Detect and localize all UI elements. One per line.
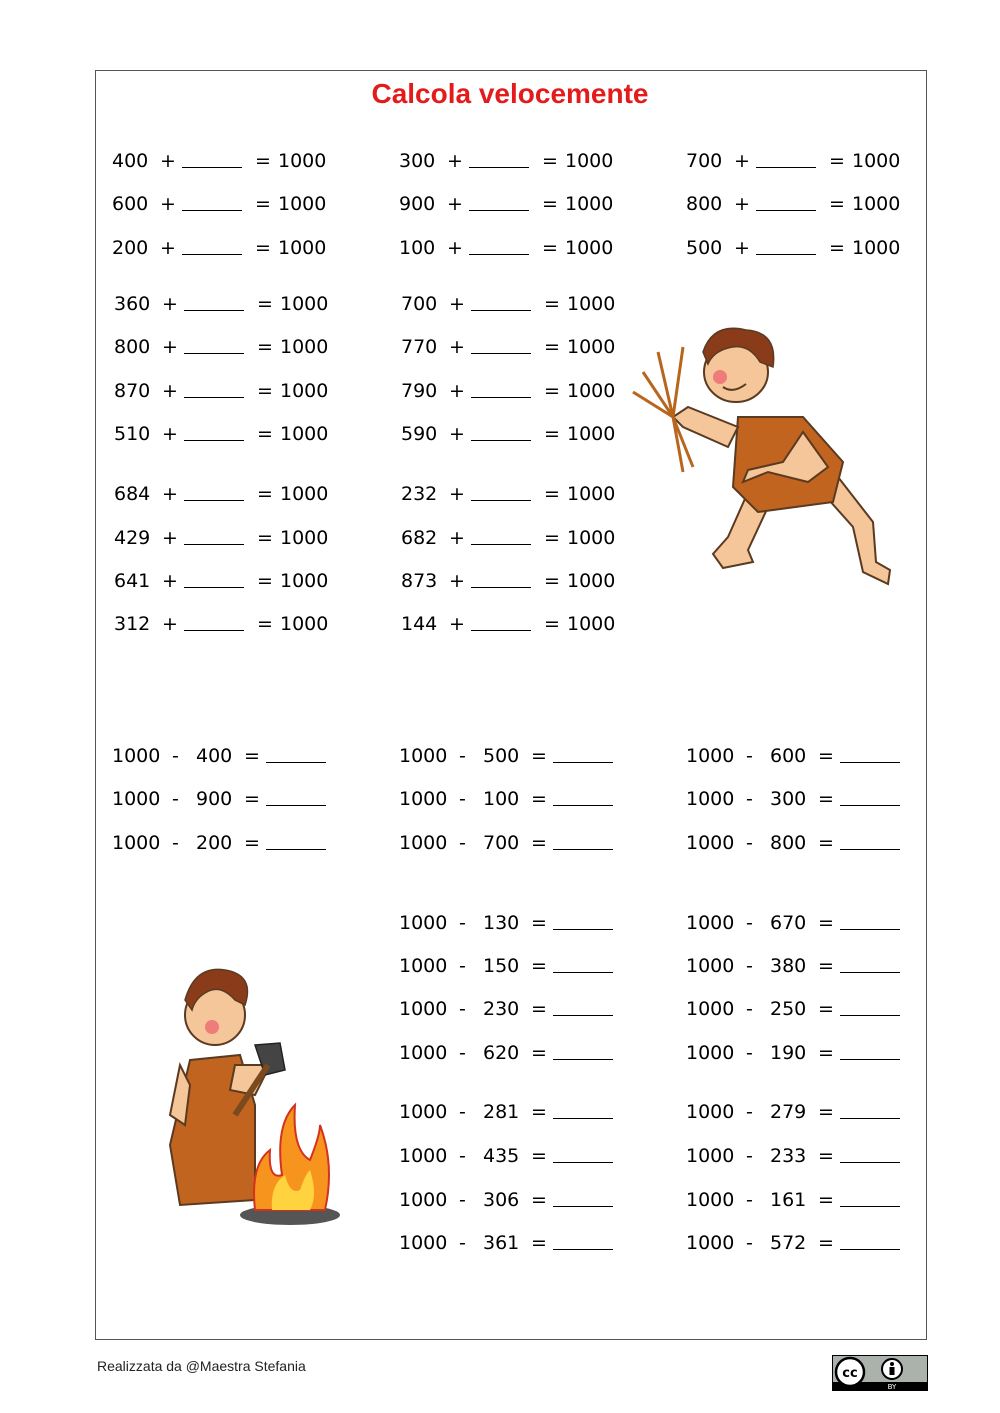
plus-sign: + — [449, 570, 465, 592]
minus-sign: - — [459, 998, 466, 1020]
subtrahend: 233 — [770, 1145, 807, 1167]
subtrahend: 620 — [483, 1042, 520, 1064]
addend: 600 — [112, 193, 149, 215]
addend: 360 — [114, 293, 151, 315]
answer-blank[interactable] — [840, 1232, 900, 1250]
answer-blank[interactable] — [471, 527, 531, 545]
answer-blank[interactable] — [553, 1189, 613, 1207]
minuend: 1000 — [399, 1101, 448, 1123]
cc-license-badge — [832, 1355, 928, 1391]
answer-blank[interactable] — [553, 1042, 613, 1060]
equals-sign: = — [818, 832, 834, 854]
minus-sign: - — [746, 912, 753, 934]
addend: 800 — [686, 193, 723, 215]
equals-sign: = — [531, 745, 547, 767]
equals-sign: = — [244, 788, 260, 810]
answer-blank[interactable] — [840, 1145, 900, 1163]
minuend: 1000 — [112, 788, 161, 810]
answer-blank[interactable] — [553, 1101, 613, 1119]
equals-sign: = — [257, 336, 273, 358]
by-text: BY — [887, 1383, 897, 1391]
plus-sign: + — [162, 527, 178, 549]
minuend: 1000 — [399, 955, 448, 977]
sum-total: 1000 — [567, 380, 616, 402]
equals-sign: = — [818, 1145, 834, 1167]
minuend: 1000 — [399, 832, 448, 854]
equals-sign: = — [544, 380, 560, 402]
sum-total: 1000 — [278, 237, 327, 259]
equals-sign: = — [257, 613, 273, 635]
sum-total: 1000 — [278, 150, 327, 172]
equals-sign: = — [818, 788, 834, 810]
equals-sign: = — [531, 998, 547, 1020]
equals-sign: = — [531, 1189, 547, 1211]
equals-sign: = — [531, 1042, 547, 1064]
plus-sign: + — [449, 380, 465, 402]
minuend: 1000 — [399, 1232, 448, 1254]
sum-total: 1000 — [567, 570, 616, 592]
plus-sign: + — [449, 336, 465, 358]
plus-sign: + — [162, 336, 178, 358]
equals-sign: = — [544, 613, 560, 635]
minuend: 1000 — [686, 832, 735, 854]
cc-text: cc — [842, 1366, 858, 1381]
minus-sign: - — [459, 1232, 466, 1254]
minuend: 1000 — [399, 788, 448, 810]
equals-sign: = — [829, 193, 845, 215]
minus-sign: - — [746, 745, 753, 767]
subtrahend: 250 — [770, 998, 807, 1020]
minuend: 1000 — [112, 745, 161, 767]
minus-sign: - — [746, 998, 753, 1020]
sum-total: 1000 — [567, 423, 616, 445]
subtrahend: 200 — [196, 832, 233, 854]
equals-sign: = — [257, 293, 273, 315]
equals-sign: = — [544, 527, 560, 549]
sum-total: 1000 — [852, 193, 901, 215]
plus-sign: + — [162, 380, 178, 402]
equals-sign: = — [544, 483, 560, 505]
addend: 684 — [114, 483, 151, 505]
equals-sign: = — [257, 527, 273, 549]
minus-sign: - — [459, 1189, 466, 1211]
sum-total: 1000 — [567, 336, 616, 358]
plus-sign: + — [449, 293, 465, 315]
subtrahend: 306 — [483, 1189, 520, 1211]
equals-sign: = — [818, 1101, 834, 1123]
minus-sign: - — [459, 788, 466, 810]
caveman-fire-illustration — [160, 965, 340, 1235]
equals-sign: = — [257, 380, 273, 402]
subtrahend: 600 — [770, 745, 807, 767]
minuend: 1000 — [399, 1145, 448, 1167]
sum-total: 1000 — [852, 150, 901, 172]
sum-total: 1000 — [565, 193, 614, 215]
addend: 590 — [401, 423, 438, 445]
answer-blank[interactable] — [840, 1101, 900, 1119]
sum-total: 1000 — [567, 483, 616, 505]
answer-blank[interactable] — [471, 570, 531, 588]
minus-sign: - — [746, 1145, 753, 1167]
worksheet-title: Calcola velocemente — [371, 78, 649, 109]
plus-sign: + — [447, 193, 463, 215]
minuend: 1000 — [399, 998, 448, 1020]
addend: 144 — [401, 613, 438, 635]
answer-blank[interactable] — [840, 832, 900, 850]
minuend: 1000 — [399, 912, 448, 934]
minus-sign: - — [459, 1042, 466, 1064]
minuend: 1000 — [686, 998, 735, 1020]
sum-total: 1000 — [565, 237, 614, 259]
footer-credit: Realizzata da @Maestra Stefania — [97, 1358, 306, 1374]
addend: 400 — [112, 150, 149, 172]
equals-sign: = — [818, 745, 834, 767]
sum-total: 1000 — [280, 613, 329, 635]
addend: 700 — [401, 293, 438, 315]
answer-blank[interactable] — [553, 1145, 613, 1163]
minus-sign: - — [746, 1189, 753, 1211]
subtrahend: 380 — [770, 955, 807, 977]
plus-sign: + — [449, 613, 465, 635]
equals-sign: = — [818, 1232, 834, 1254]
plus-sign: + — [162, 293, 178, 315]
subtrahend: 230 — [483, 998, 520, 1020]
subtrahend: 700 — [483, 832, 520, 854]
plus-sign: + — [160, 237, 176, 259]
answer-blank[interactable] — [266, 745, 326, 763]
addend: 232 — [401, 483, 438, 505]
answer-blank[interactable] — [553, 1232, 613, 1250]
answer-blank[interactable] — [182, 237, 242, 255]
answer-blank[interactable] — [184, 380, 244, 398]
equals-sign: = — [544, 423, 560, 445]
subtrahend: 361 — [483, 1232, 520, 1254]
equals-sign: = — [255, 193, 271, 215]
minus-sign: - — [459, 955, 466, 977]
subtrahend: 279 — [770, 1101, 807, 1123]
answer-blank[interactable] — [469, 193, 529, 211]
equals-sign: = — [531, 832, 547, 854]
sum-total: 1000 — [567, 613, 616, 635]
answer-blank[interactable] — [756, 193, 816, 211]
plus-sign: + — [447, 150, 463, 172]
answer-blank[interactable] — [553, 955, 613, 973]
subtrahend: 161 — [770, 1189, 807, 1211]
minuend: 1000 — [686, 745, 735, 767]
sum-total: 1000 — [280, 570, 329, 592]
sum-total: 1000 — [565, 150, 614, 172]
minus-sign: - — [459, 1145, 466, 1167]
minus-sign: - — [459, 832, 466, 854]
plus-sign: + — [162, 483, 178, 505]
equals-sign: = — [542, 193, 558, 215]
plus-sign: + — [449, 423, 465, 445]
subtrahend: 281 — [483, 1101, 520, 1123]
answer-blank[interactable] — [182, 193, 242, 211]
minus-sign: - — [172, 788, 179, 810]
answer-blank[interactable] — [840, 1042, 900, 1060]
equals-sign: = — [818, 912, 834, 934]
minus-sign: - — [746, 1101, 753, 1123]
answer-blank[interactable] — [471, 483, 531, 501]
minus-sign: - — [746, 832, 753, 854]
subtrahend: 400 — [196, 745, 233, 767]
equals-sign: = — [818, 998, 834, 1020]
equals-sign: = — [531, 1145, 547, 1167]
answer-blank[interactable] — [840, 1189, 900, 1207]
addend: 641 — [114, 570, 151, 592]
answer-blank[interactable] — [469, 150, 529, 168]
answer-blank[interactable] — [184, 613, 244, 631]
addend: 510 — [114, 423, 151, 445]
answer-blank[interactable] — [184, 527, 244, 545]
answer-blank[interactable] — [471, 613, 531, 631]
plus-sign: + — [449, 483, 465, 505]
plus-sign: + — [162, 423, 178, 445]
answer-blank[interactable] — [471, 293, 531, 311]
subtrahend: 500 — [483, 745, 520, 767]
minuend: 1000 — [686, 912, 735, 934]
answer-blank[interactable] — [184, 570, 244, 588]
sum-total: 1000 — [567, 527, 616, 549]
answer-blank[interactable] — [471, 423, 531, 441]
answer-blank[interactable] — [840, 912, 900, 930]
addend: 300 — [399, 150, 436, 172]
equals-sign: = — [257, 423, 273, 445]
answer-blank[interactable] — [840, 998, 900, 1016]
minuend: 1000 — [112, 832, 161, 854]
addend: 770 — [401, 336, 438, 358]
equals-sign: = — [255, 237, 271, 259]
addend: 873 — [401, 570, 438, 592]
minuend: 1000 — [686, 788, 735, 810]
answer-blank[interactable] — [553, 745, 613, 763]
answer-blank[interactable] — [756, 237, 816, 255]
sum-total: 1000 — [280, 423, 329, 445]
plus-sign: + — [734, 193, 750, 215]
minuend: 1000 — [686, 955, 735, 977]
minus-sign: - — [746, 1232, 753, 1254]
addend: 682 — [401, 527, 438, 549]
addend: 429 — [114, 527, 151, 549]
subtrahend: 435 — [483, 1145, 520, 1167]
answer-blank[interactable] — [184, 483, 244, 501]
sum-total: 1000 — [567, 293, 616, 315]
addend: 900 — [399, 193, 436, 215]
subtrahend: 100 — [483, 788, 520, 810]
answer-blank[interactable] — [182, 150, 242, 168]
sum-total: 1000 — [280, 293, 329, 315]
equals-sign: = — [244, 832, 260, 854]
minus-sign: - — [172, 745, 179, 767]
addend: 312 — [114, 613, 151, 635]
answer-blank[interactable] — [840, 955, 900, 973]
equals-sign: = — [829, 150, 845, 172]
minuend: 1000 — [686, 1101, 735, 1123]
minus-sign: - — [459, 745, 466, 767]
minuend: 1000 — [686, 1189, 735, 1211]
minuend: 1000 — [399, 1042, 448, 1064]
answer-blank[interactable] — [553, 998, 613, 1016]
subtrahend: 130 — [483, 912, 520, 934]
sum-total: 1000 — [280, 380, 329, 402]
minuend: 1000 — [686, 1232, 735, 1254]
minus-sign: - — [459, 1101, 466, 1123]
subtrahend: 300 — [770, 788, 807, 810]
answer-blank[interactable] — [553, 788, 613, 806]
equals-sign: = — [531, 1101, 547, 1123]
minus-sign: - — [746, 1042, 753, 1064]
plus-sign: + — [449, 527, 465, 549]
subtrahend: 150 — [483, 955, 520, 977]
sum-total: 1000 — [280, 483, 329, 505]
equals-sign: = — [257, 483, 273, 505]
minuend: 1000 — [686, 1145, 735, 1167]
addend: 700 — [686, 150, 723, 172]
equals-sign: = — [542, 237, 558, 259]
plus-sign: + — [162, 613, 178, 635]
minuend: 1000 — [686, 1042, 735, 1064]
equals-sign: = — [244, 745, 260, 767]
equals-sign: = — [257, 570, 273, 592]
sum-total: 1000 — [278, 193, 327, 215]
sum-total: 1000 — [852, 237, 901, 259]
equals-sign: = — [531, 788, 547, 810]
answer-blank[interactable] — [840, 788, 900, 806]
plus-sign: + — [160, 193, 176, 215]
plus-sign: + — [447, 237, 463, 259]
subtrahend: 572 — [770, 1232, 807, 1254]
answer-blank[interactable] — [756, 150, 816, 168]
plus-sign: + — [734, 237, 750, 259]
answer-blank[interactable] — [471, 380, 531, 398]
equals-sign: = — [531, 1232, 547, 1254]
addend: 800 — [114, 336, 151, 358]
answer-blank[interactable] — [184, 293, 244, 311]
answer-blank[interactable] — [184, 423, 244, 441]
equals-sign: = — [818, 1189, 834, 1211]
equals-sign: = — [255, 150, 271, 172]
addend: 200 — [112, 237, 149, 259]
answer-blank[interactable] — [184, 336, 244, 354]
addend: 500 — [686, 237, 723, 259]
addend: 100 — [399, 237, 436, 259]
answer-blank[interactable] — [553, 912, 613, 930]
minus-sign: - — [746, 955, 753, 977]
minuend: 1000 — [399, 1189, 448, 1211]
equals-sign: = — [542, 150, 558, 172]
equals-sign: = — [818, 1042, 834, 1064]
plus-sign: + — [162, 570, 178, 592]
answer-blank[interactable] — [266, 832, 326, 850]
subtrahend: 800 — [770, 832, 807, 854]
answer-blank[interactable] — [469, 237, 529, 255]
caveman-grass-illustration — [628, 322, 896, 594]
equals-sign: = — [531, 912, 547, 934]
answer-blank[interactable] — [266, 788, 326, 806]
answer-blank[interactable] — [553, 832, 613, 850]
equals-sign: = — [544, 570, 560, 592]
equals-sign: = — [544, 336, 560, 358]
addend: 870 — [114, 380, 151, 402]
minus-sign: - — [459, 912, 466, 934]
plus-sign: + — [734, 150, 750, 172]
minus-sign: - — [172, 832, 179, 854]
sum-total: 1000 — [280, 527, 329, 549]
equals-sign: = — [544, 293, 560, 315]
answer-blank[interactable] — [471, 336, 531, 354]
equals-sign: = — [829, 237, 845, 259]
subtrahend: 190 — [770, 1042, 807, 1064]
plus-sign: + — [160, 150, 176, 172]
sum-total: 1000 — [280, 336, 329, 358]
addend: 790 — [401, 380, 438, 402]
answer-blank[interactable] — [840, 745, 900, 763]
equals-sign: = — [818, 955, 834, 977]
equals-sign: = — [531, 955, 547, 977]
minuend: 1000 — [399, 745, 448, 767]
subtrahend: 900 — [196, 788, 233, 810]
minus-sign: - — [746, 788, 753, 810]
subtrahend: 670 — [770, 912, 807, 934]
